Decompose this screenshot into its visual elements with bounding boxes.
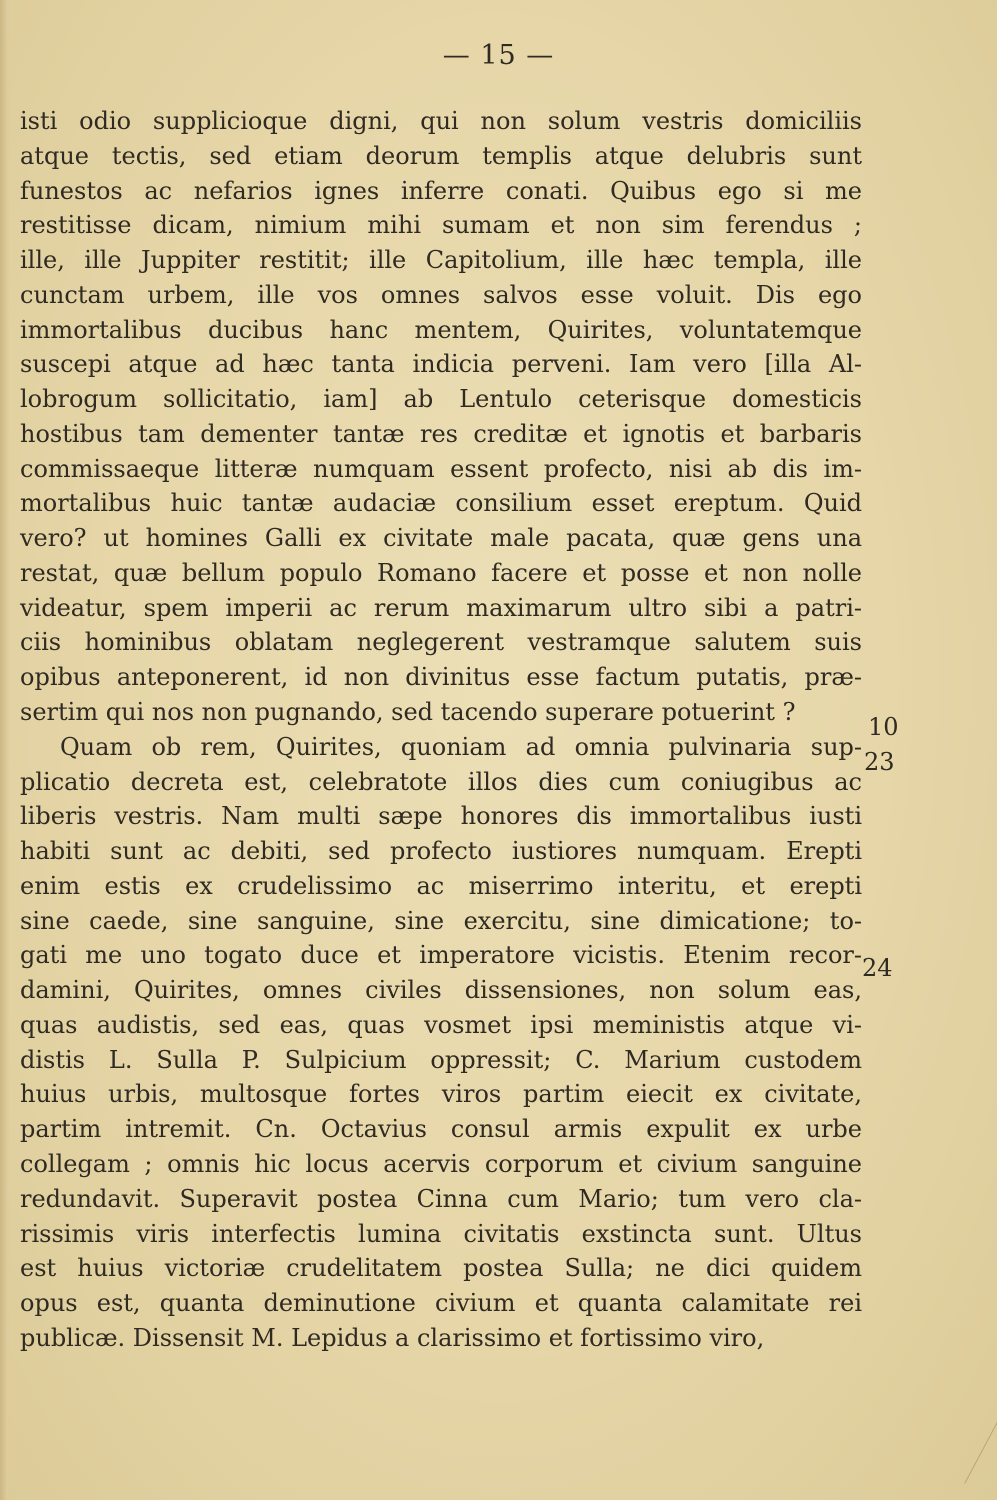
page-edge-crease: [964, 1386, 997, 1484]
text-line: suscepi atque ad hæc tanta indicia perveni. Iam vero [illa Al-: [20, 350, 862, 379]
body-text: [20, 104, 862, 1356]
page-spine-edge: [0, 0, 10, 1500]
text-line: opus est, quanta deminutione civium et quanta calamitate rei: [20, 1289, 862, 1318]
text-line: restitisse dicam, nimium mihi sumam et non sim ferendus ;: [20, 211, 862, 240]
text-line: atque tectis, sed etiam deorum templis atque delubris sunt: [20, 141, 862, 170]
text-line: collegam ; omnis hic locus acervis corporum et civium sanguine: [20, 1149, 862, 1178]
text-line: distis L. Sulla P. Sulpicium oppressit; C. Marium custodem: [20, 1045, 862, 1074]
text-line: partim intremit. Cn. Octavius consul armis expulit ex urbe: [20, 1115, 862, 1144]
text-line: Quam ob rem, Quirites, quoniam ad omnia pulvinaria sup-: [60, 732, 862, 761]
text-line: sertim qui nos non pugnando, sed tacendo superare potuerint ?: [20, 698, 796, 727]
text-line: sine caede, sine sanguine, sine exercitu, sine dimicatione; to-: [20, 906, 862, 935]
text-line: huius urbis, multosque fortes viros partim eiecit ex civitate,: [20, 1080, 862, 1109]
text-line: mortalibus huic tantæ audaciæ consilium esset ereptum. Quid: [20, 489, 862, 518]
text-line: rissimis viris interfectis lumina civitatis exstincta sunt. Ultus: [20, 1219, 862, 1248]
text-line: publicæ. Dissensit M. Lepidus a clarissimo et fortissimo viro,: [20, 1323, 765, 1352]
text-line: cunctam urbem, ille vos omnes salvos esse voluit. Dis ego: [20, 280, 862, 309]
margin-line-number: 10: [868, 713, 899, 741]
text-line: enim estis ex crudelissimo ac miserrimo interitu, et erepti: [20, 871, 862, 900]
text-line: est huius victoriæ crudelitatem postea Sulla; ne dici quidem: [20, 1254, 862, 1283]
text-line: funestos ac nefarios ignes inferre conati. Quibus ego si me: [20, 176, 862, 205]
text-line: immortalibus ducibus hanc mentem, Quirites, voluntatemque: [20, 315, 862, 344]
text-line: opibus anteponerent, id non divinitus esse factum putatis, præ-: [20, 663, 862, 692]
page-number-header: — 15 —: [442, 40, 555, 71]
text-line: plicatio decreta est, celebratote illos dies cum coniugibus ac: [20, 767, 862, 796]
text-line: gati me uno togato duce et imperatore vicistis. Etenim recor-: [20, 941, 862, 970]
margin-line-number: 24: [862, 954, 893, 982]
text-line: videatur, spem imperii ac rerum maximarum ultro sibi a patri-: [20, 593, 862, 622]
text-line: damini, Quirites, omnes civiles dissensiones, non solum eas,: [20, 976, 862, 1005]
text-line: ciis hominibus oblatam neglegerent vestramque salutem suis: [20, 628, 862, 657]
text-line: habiti sunt ac debiti, sed profecto iustiores numquam. Erepti: [20, 837, 862, 866]
text-line: isti odio supplicioque digni, qui non solum vestris domiciliis: [20, 107, 862, 135]
text-line: redundavit. Superavit postea Cinna cum Mario; tum vero cla-: [20, 1184, 862, 1213]
margin-line-number: 23: [864, 748, 895, 776]
text-line: restat, quæ bellum populo Romano facere et posse et non nolle: [20, 558, 862, 587]
text-line: ille, ille Juppiter restitit; ille Capitolium, ille hæc templa, ille: [20, 246, 862, 275]
text-line: hostibus tam dementer tantæ res creditæ et ignotis et barbaris: [20, 419, 862, 448]
text-line: quas audistis, sed eas, quas vosmet ipsi meministis atque vi-: [20, 1010, 862, 1039]
text-line: lobrogum sollicitatio, iam] ab Lentulo ceterisque domesticis: [20, 385, 862, 414]
text-line: vero? ut homines Galli ex civitate male pacata, quæ gens una: [20, 524, 862, 553]
text-line: liberis vestris. Nam multi sæpe honores dis immortalibus iusti: [20, 802, 862, 831]
text-line: commissaeque litteræ numquam essent profecto, nisi ab dis im-: [20, 454, 862, 483]
